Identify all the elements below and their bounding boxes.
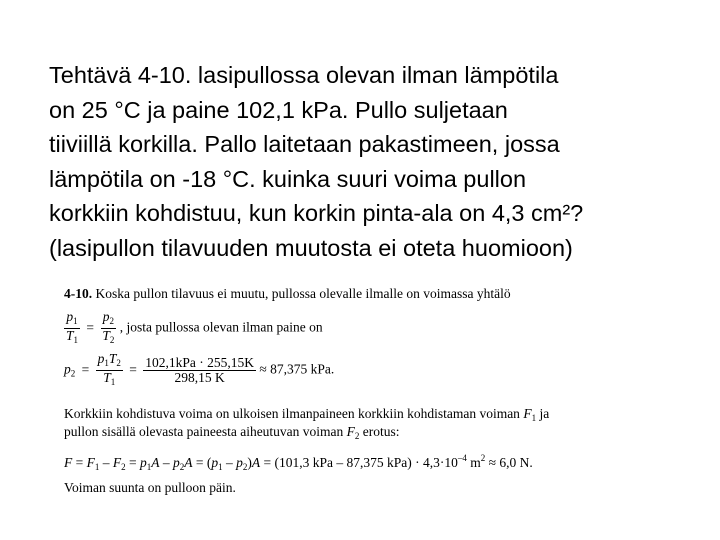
- paragraph-line-1: Korkkiin kohdistuva voima on ulkoisen ilmanpaineen korkkiin kohdistaman voiman $F_1$ ja: [64, 406, 550, 423]
- task-line-4: lämpötila on -18 °C. kuinka suuri voima pullon: [49, 165, 527, 192]
- equation-1-text: , josta pullossa olevan ilman paine on: [119, 319, 323, 335]
- task-line-2: on 25 °C ja paine 102,1 kPa. Pullo suljetaan: [49, 96, 508, 123]
- task-line-1: Tehtävä 4-10. lasipullossa olevan ilman lämpötila: [49, 62, 559, 88]
- conclusion: Voiman suunta on pulloon päin.: [64, 480, 236, 495]
- fraction-p1-t1: $\frac{p_1}{T_1}$: [66, 309, 79, 345]
- solution-intro: Koska pullon tilavuus ei muutu, pullossa olevalle ilmalle on voimassa yhtälö: [95, 286, 511, 301]
- eq3-values: (101,3 kPa – 87,375 kPa) · 4,3·10: [274, 455, 458, 470]
- eq2-denominator: 298,15 K: [174, 370, 225, 385]
- eq3-unit: m: [470, 455, 481, 470]
- fraction-values: [143, 356, 256, 385]
- task-line-6: (lasipullon tilavuuden muutosta ei oteta huomioon): [49, 234, 573, 261]
- equation-1: $\frac{p_1}{T_1}$ = $\frac{p_2}{T_2}$ , josta pullossa olevan ilman paine on: [66, 309, 323, 345]
- fraction-p1t2-t1: $\frac{p_1T_2}{T_1}$: [97, 351, 121, 387]
- eq2-numerator: 102,1kPa · 255,15K: [145, 355, 255, 370]
- eq3-unit-exponent: 2: [480, 453, 486, 463]
- paragraph-line-2: pullon sisällä olevasta paineesta aiheutuvan voiman $F_2$ erotus:: [64, 424, 400, 441]
- eq3-exponent: –4: [457, 453, 467, 463]
- eq2-result: ≈ 87,375 kPa.: [259, 361, 335, 377]
- eq3-result: ≈ 6,0 N.: [488, 455, 533, 470]
- fraction-p2-t2: $\frac{p_2}{T_2}$: [102, 309, 115, 345]
- solution-intro-row: [64, 286, 511, 302]
- equation-2: $p_2$ = $\frac{p_1T_2}{T_1}$ = $\frac{\text{102,1kPa · 255,15K}}{298,15 K}$ ≈ 87,375 kPa.: [64, 351, 335, 387]
- task-line-3: tiiviillä korkilla. Pallo laitetaan pakastimeen, jossa: [49, 131, 560, 157]
- solution-number: 4-10.: [64, 286, 93, 301]
- equation-3: $F = F_1 - F_2 = p_1A - p_2A = (p_1 - p_2)A = (101,3$ kPa – 87,375 $kPa) \cdot 4,3\cdot 10^{-4}$ $m^2 \approx 6,0$ N.: [64, 453, 533, 472]
- task-line-5: korkkiin kohdistuu, kun korkin pinta-ala on 4,3 cm²?: [49, 200, 584, 226]
- task-text: [49, 58, 714, 265]
